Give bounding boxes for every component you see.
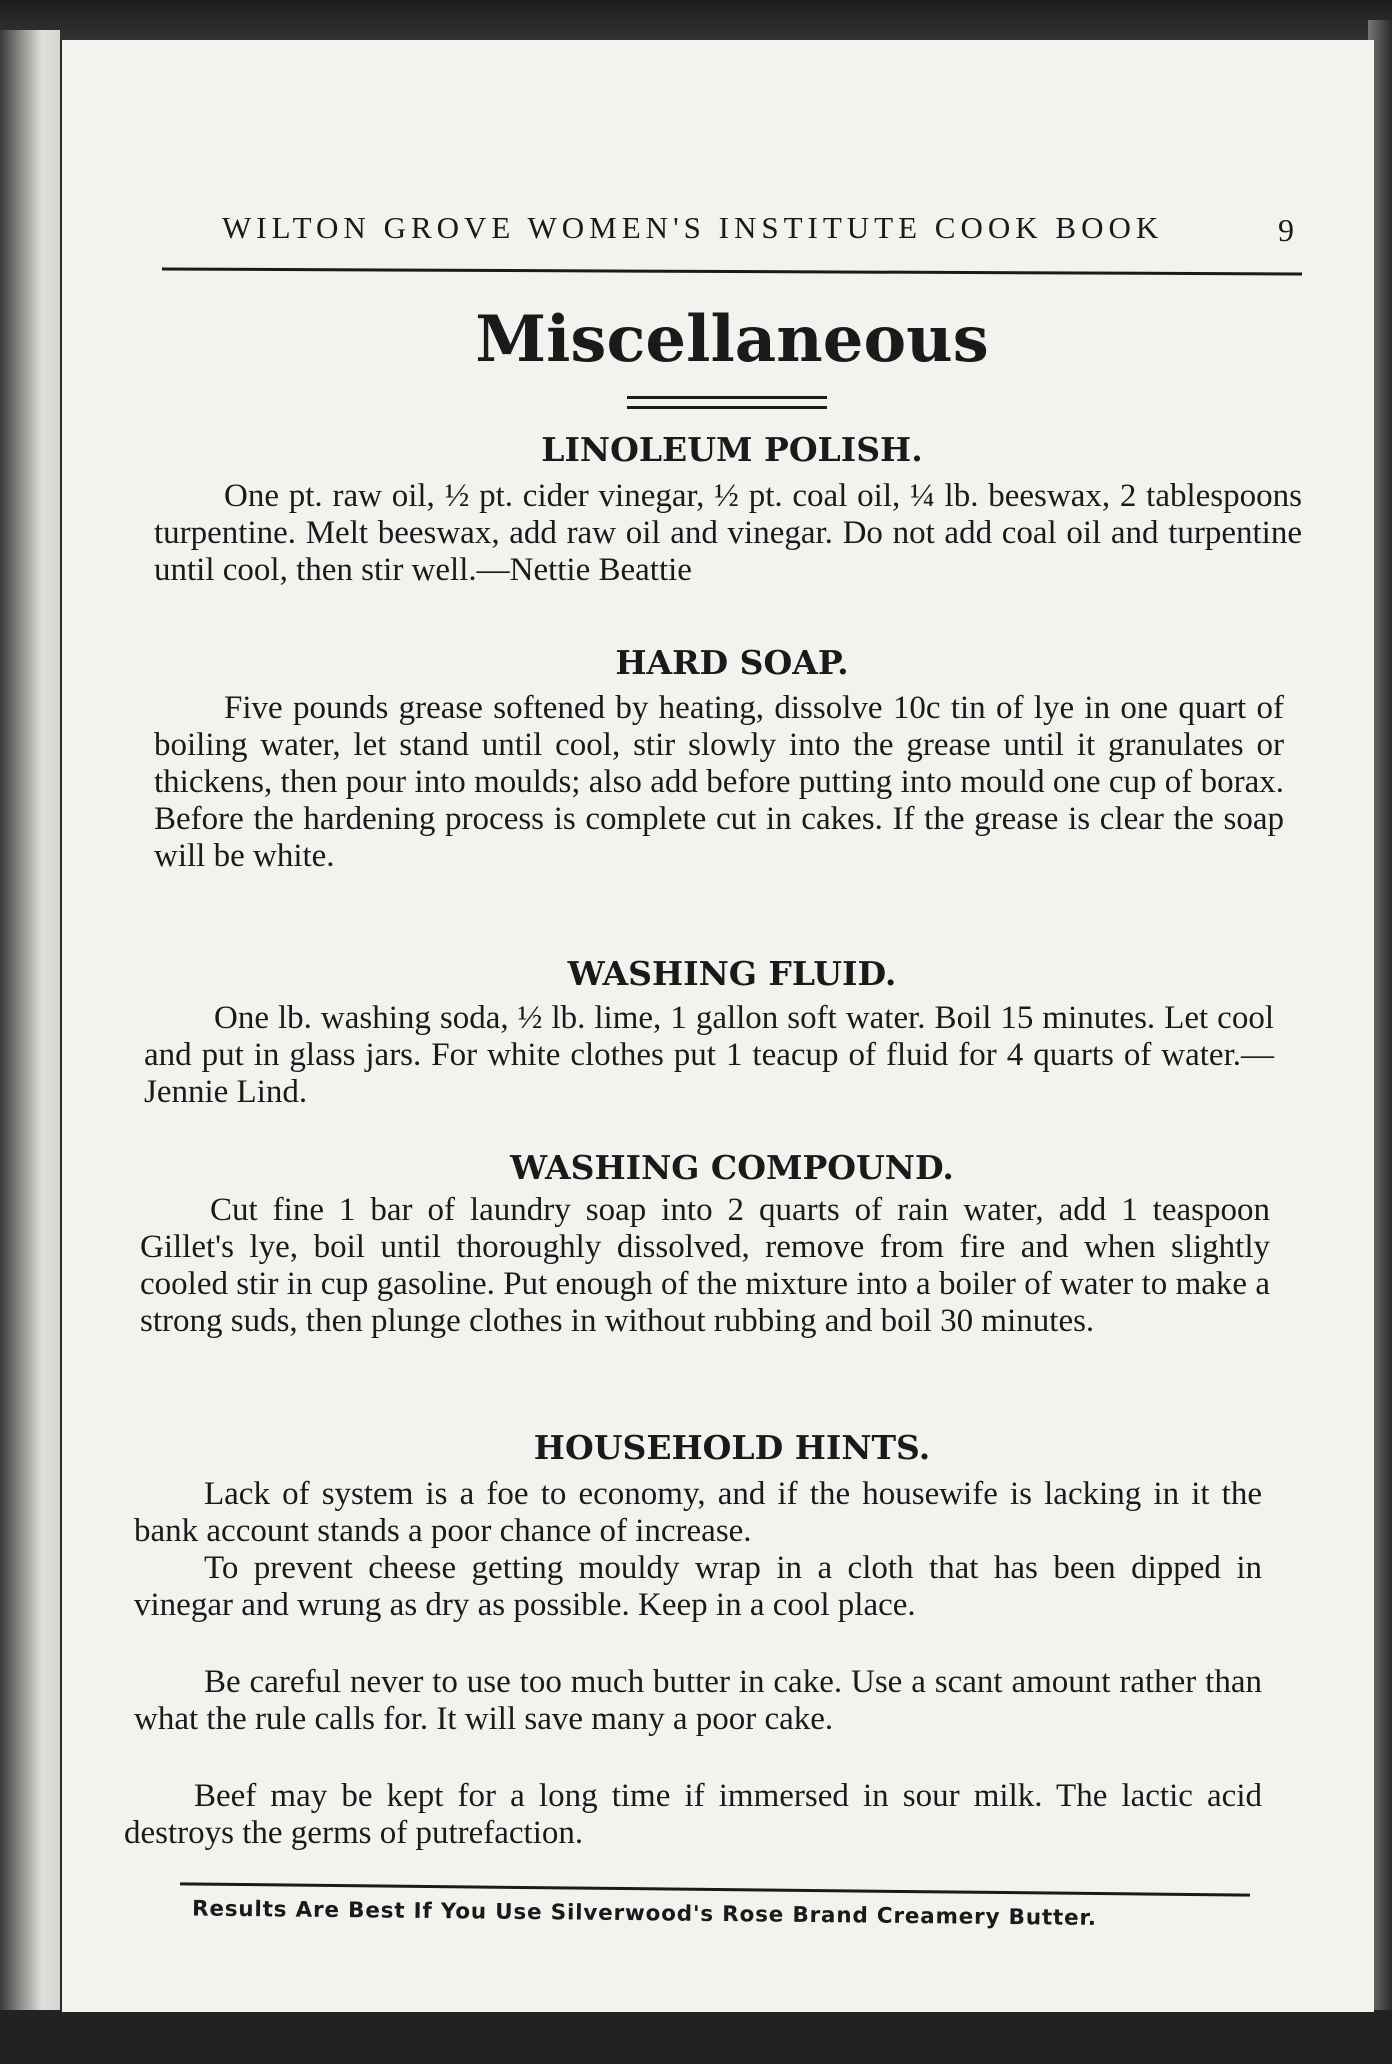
hint-paragraph: Lack of system is a foe to economy, and if the housewife is lacking in it the bank account stands a poor chance of increase. — [134, 1476, 1262, 1549]
recipe-linoleum-polish: One pt. raw oil, ½ pt. cider vinegar, ½ pt. coal oil, ¼ lb. beeswax, 2 tablespoons turpentine. Melt beeswax, add raw oil and vinegar. Do not add coal oil and turpentine until cool, then stir well.—Nettie Beattie — [154, 478, 1302, 588]
hint-paragraph: Be careful never to use too much butter in cake. Use a scant amount rather than what the rule calls for. It will save many a poor cake. — [134, 1664, 1262, 1737]
footer-rule — [180, 1882, 1250, 1896]
recipe-washing-compound: Cut fine 1 bar of laundry soap into 2 quarts of rain water, add 1 teaspoon Gillet's lye, boil until thoroughly dissolved, remove from fire and when slightly cooled stir in cup gasoline. Put enough of the mixture into a boiler of water to make a strong suds, then plunge clothes in without rubbing and boil 30 minutes. — [140, 1192, 1270, 1339]
section-heading-washing-compound: WASHING COMPOUND. — [510, 1148, 954, 1187]
scan-background-bottom — [0, 2010, 1392, 2064]
hint-paragraph: To prevent cheese getting mouldy wrap in a cloth that has been dipped in vinegar and wrung as dry as possible. Keep in a cool place. — [134, 1550, 1262, 1623]
page-number: 9 — [1278, 212, 1294, 248]
footer-advertisement: Results Are Best If You Use Silverwood's Rose Brand Creamery Butter. — [191, 1896, 1097, 1931]
running-header-title: WILTON GROVE WOMEN'S INSTITUTE COOK BOOK — [222, 210, 1164, 245]
section-heading-hard-soap: HARD SOAP. — [615, 643, 849, 682]
book-page — [62, 40, 1374, 2012]
section-heading-linoleum-polish: LINOLEUM POLISH. — [541, 430, 923, 469]
title-double-rule-top — [627, 396, 827, 399]
book-spine-edge — [0, 30, 60, 2020]
section-heading-household-hints: HOUSEHOLD HINTS. — [533, 1428, 931, 1467]
section-heading-washing-fluid: WASHING FLUID. — [567, 954, 897, 993]
header-rule — [162, 268, 1302, 276]
scan-background-top — [0, 0, 1392, 40]
title-double-rule-bottom — [627, 406, 827, 409]
hint-paragraph: Beef may be kept for a long time if immersed in sour milk. The lactic acid destroys the germs of putrefaction. — [124, 1778, 1262, 1851]
recipe-hard-soap: Five pounds grease softened by heating, dissolve 10c tin of lye in one quart of boiling water, let stand until cool, stir slowly into the grease until it granulates or thickens, then pour into moulds; also add before putting into mould one cup of borax. Before the hardening process is complete cut in cakes. If the grease is clear the soap will be white. — [154, 690, 1284, 874]
recipe-washing-fluid: One lb. washing soda, ½ lb. lime, 1 gallon soft water. Boil 15 minutes. Let cool and put in glass jars. For white clothes put 1 teacup of fluid for 4 quarts of water.—Jennie Lind. — [144, 1000, 1274, 1110]
page-title: Miscellaneous — [475, 302, 989, 377]
